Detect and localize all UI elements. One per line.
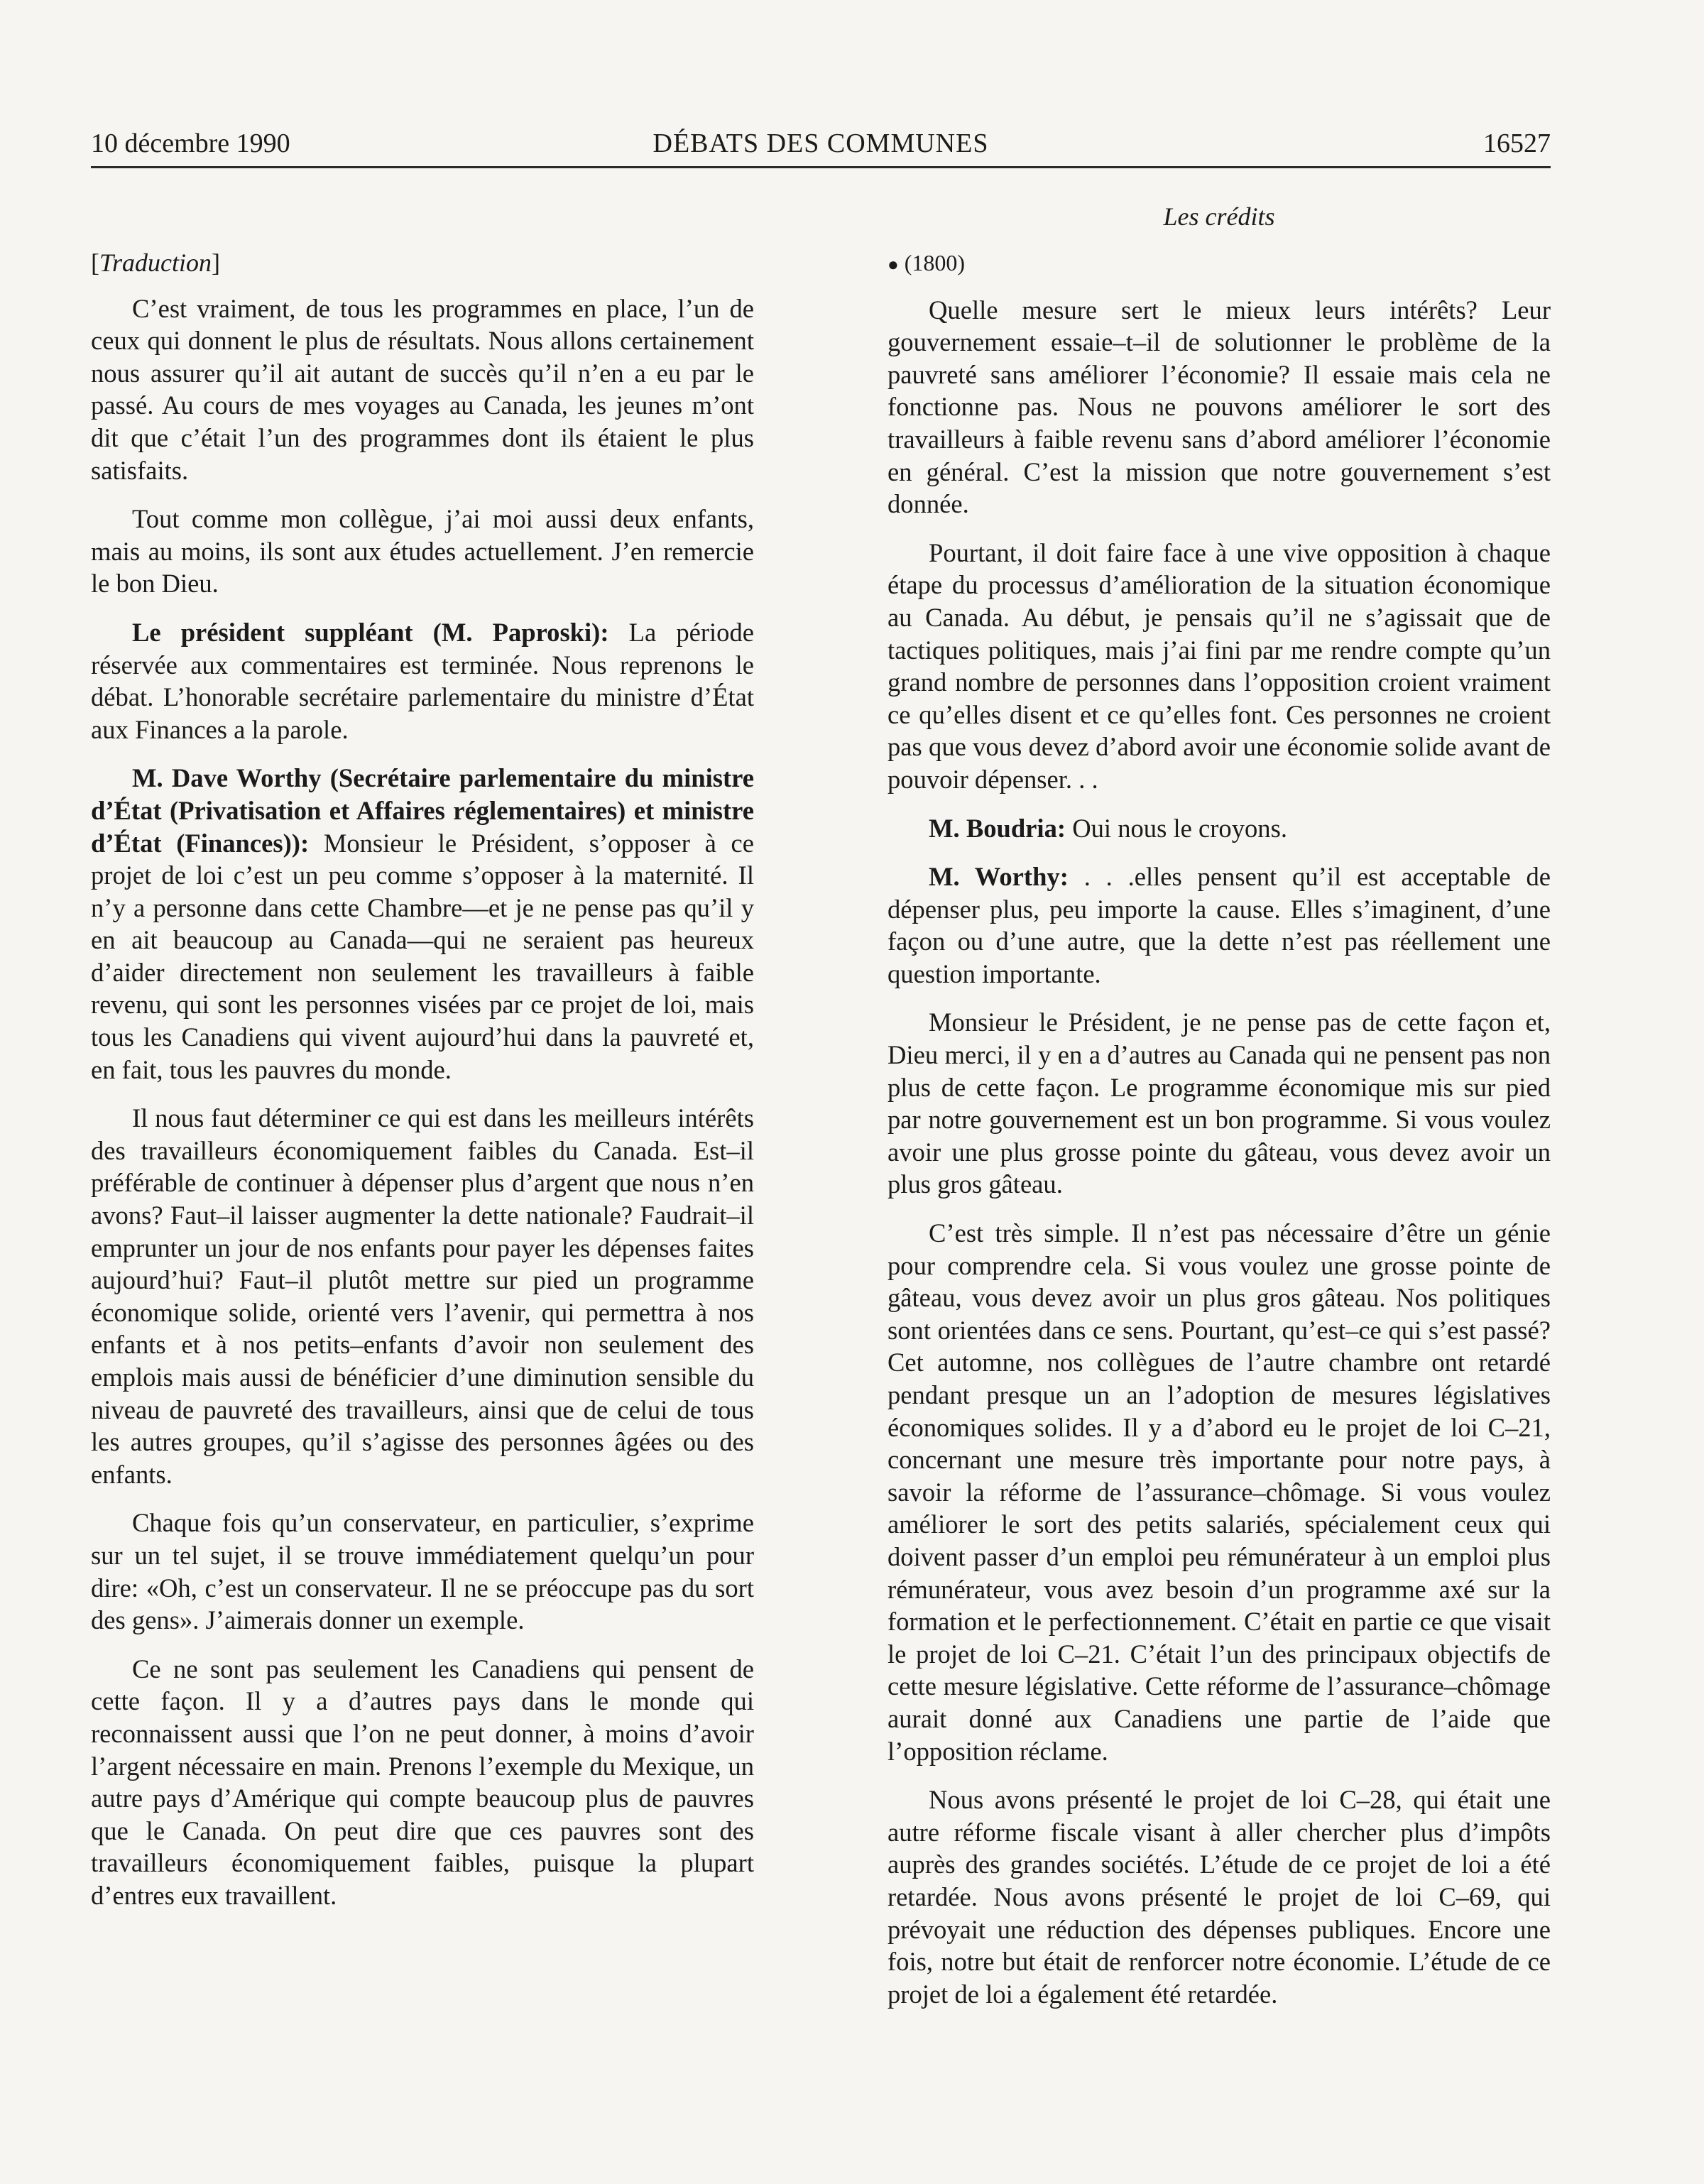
speech-text: Oui nous le croyons.	[1072, 813, 1287, 843]
speech-text: . . .elles pensent qu’il est acceptable de dépenser plus, peu importe la cause. Elles s’imaginent, d’une façon ou d’une autre, que la dette n’est pas réellement une question importante.	[888, 862, 1551, 988]
page-number: 16527	[1483, 129, 1551, 158]
time-marker-text: (1800)	[904, 250, 966, 275]
paragraph: Chaque fois qu’un conservateur, en particulier, s’exprime sur un tel sujet, il se trouve immédiatement quelqu’un pour dire: «Oh, c’est un conservateur. Il ne se préoccupe pas du sort des gens». J’aimerais donner un exemple.	[91, 1508, 754, 1635]
speech-text: La période réservée aux commentaires est terminée. Nous reprenons le débat. L’honorable secrétaire parlementaire du ministre d’État aux Finances a la parole.	[91, 617, 755, 744]
paragraph: Quelle mesure sert le mieux leurs intérêts? Leur gouvernement essaie–t–il de solutionner le problème de la pauvreté sans améliorer l’économie? Il essaie mais cela ne fonctionne pas. Nous ne pouvons améliorer le sort des travailleurs à faible revenu sans d’abord améliorer l’économie en général. C’est la mission que notre gouvernement s’est donnée.	[888, 295, 1551, 519]
speech-text: Monsieur le Président, s’opposer à ce projet de loi c’est un peu comme s’opposer à la maternité. Il n’y a personne dans cette Chambre—et je ne pense pas qu’il y en ait beaucoup au Canada—qui ne seraient pas heureux d’aider directement non seulement les travailleurs à faible revenu, qui sont les personnes visées par ce projet de loi, mais tous les Canadiens qui vivent aujourd’hui dans la pauvreté et, en fait, tous les pauvres du monde.	[91, 828, 754, 1084]
speaker-paragraph	[91, 616, 754, 746]
paragraph: Monsieur le Président, je ne pense pas de cette façon et, Dieu merci, il y en a d’autres au Canada qui ne pensent pas non plus de cette façon. Le programme économique mis sur pied par notre gouvernement est un bon programme. Si vous voulez avoir une plus grosse pointe du gâteau, vous devez avoir un plus gros gâteau.	[888, 1008, 1551, 1199]
paragraph: Ce ne sont pas seulement les Canadiens qui pensent de cette façon. Il y a d’autres pays dans le monde qui reconnaissent aussi que l’on ne peut donner, à moins d’avoir l’argent nécessaire en main. Prenons l’exemple du Mexique, un autre pays d’Amérique qui compte beaucoup plus de pauvres que le Canada. On peut dire que ces pauvres sont des travailleurs économiquement faibles, puisque la plupart d’entres eux travaillent.	[91, 1654, 754, 1910]
speaker-name: M. Boudria:	[929, 813, 1066, 843]
bullet-icon: ●	[888, 254, 899, 275]
left-column	[91, 247, 754, 1928]
speaker-name: Le président suppléant (M. Paproski):	[132, 617, 609, 647]
paragraph: Pourtant, il doit faire face à une vive opposition à chaque étape du processus d’amélioration de la situation économique au Canada. Au début, je pensais qu’il ne s’agissait que de tactiques politiques, mais j’ai fini par me rendre compte qu’un grand nombre de personnes dans l’opposition croient vraiment ce qu’elles disent et ce qu’elles font. Ces personnes ne croient pas que vous devez d’abord avoir une économie solide avant de pouvoir dépenser. . .	[888, 537, 1551, 794]
section-title: Les crédits	[1163, 202, 1275, 231]
speaker-paragraph	[888, 812, 1551, 845]
time-marker	[888, 247, 1551, 281]
paragraph: Il nous faut déterminer ce qui est dans les meilleurs intérêts des travailleurs économiquement faibles du Canada. Est–il préférable de continuer à dépenser plus d’argent que nous n’en avons? Faut–il laisser augmenter la dette nationale? Faudrait–il emprunter un jour de nos enfants pour payer les dépenses faites aujourd’hui? Faut–il plutôt mettre sur pied un programme économique solide, orienté vers l’avenir, qui permettra à nos enfants et à nos petits–enfants d’avoir non seulement des emplois mais aussi de bénéficier d’une diminution sensible du niveau de pauvreté des travailleurs, ainsi que de celui de tous les autres groupes, qu’il s’agisse des personnes âgées ou des enfants.	[91, 1103, 754, 1489]
paragraph: C’est vraiment, de tous les programmes en place, l’un de ceux qui donnent le plus de résultats. Nous allons certainement nous assurer qu’il ait autant de succès qu’il n’en a eu par le passé. Au cours de mes voyages au Canada, les jeunes m’ont dit que c’était l’un des programmes dont ils étaient le plus satisfaits.	[91, 293, 754, 485]
page-header	[91, 124, 1551, 168]
speaker-paragraph	[888, 861, 1551, 990]
right-column	[888, 247, 1551, 2026]
paragraph: C’est très simple. Il n’est pas nécessaire d’être un génie pour comprendre cela. Si vous voulez une grosse pointe de gâteau, vous devez avoir un plus gros gâteau. Nos politiques sont orientées dans ce sens. Pourtant, qu’est–ce qui s’est passé? Cet automne, nos collègues de l’autre chambre ont retardé pendant presque un an l’adoption de mesures législatives économiques solides. Il y a d’abord eu le projet de loi C–21, concernant une mesure très importante pour notre pays, à savoir la réforme de l’assurance–chômage. Si vous voulez améliorer le sort des petits salariés, spécialement ceux qui doivent passer d’un emploi peu rémunérateur à un emploi plus rémunérateur, vous avez besoin d’un programme axé sur la formation et le perfectionnement. C’était en partie ce que visait le projet de loi C–21. C’était l’un des principaux objectifs de cette mesure législative. Cette réforme de l’assurance–chômage aurait donné aux Canadiens une partie de l’aide que l’opposition réclame.	[888, 1218, 1551, 1766]
speaker-name: M. Dave Worthy (Secrétaire parlementaire du ministre d’État (Privatisation et Affaires réglementaires) et ministre d’État (Finances)):	[91, 763, 754, 858]
speaker-name: M. Worthy:	[929, 862, 1069, 892]
header-date: 10 décembre 1990	[91, 129, 290, 158]
paragraph: Nous avons présenté le projet de loi C–28, qui était une autre réforme fiscale visant à aller chercher plus d’impôts auprès des grandes sociétés. L’étude de ce projet de loi a été retardée. Nous avons présenté le projet de loi C–69, qui prévoyait une réduction des dépenses publiques. Encore une fois, notre but était de renforcer notre économie. L’étude de ce projet de loi a également été retardée.	[888, 1785, 1551, 2009]
translation-tag-label: Traduction	[99, 249, 212, 277]
speaker-paragraph	[91, 762, 754, 1086]
header-title: DÉBATS DES COMMUNES	[652, 129, 989, 158]
translation-tag: [Traduction]	[91, 249, 221, 277]
paragraph: Tout comme mon collègue, j’ai moi aussi deux enfants, mais au moins, ils sont aux études actuellement. J’en remercie le bon Dieu.	[91, 504, 754, 599]
